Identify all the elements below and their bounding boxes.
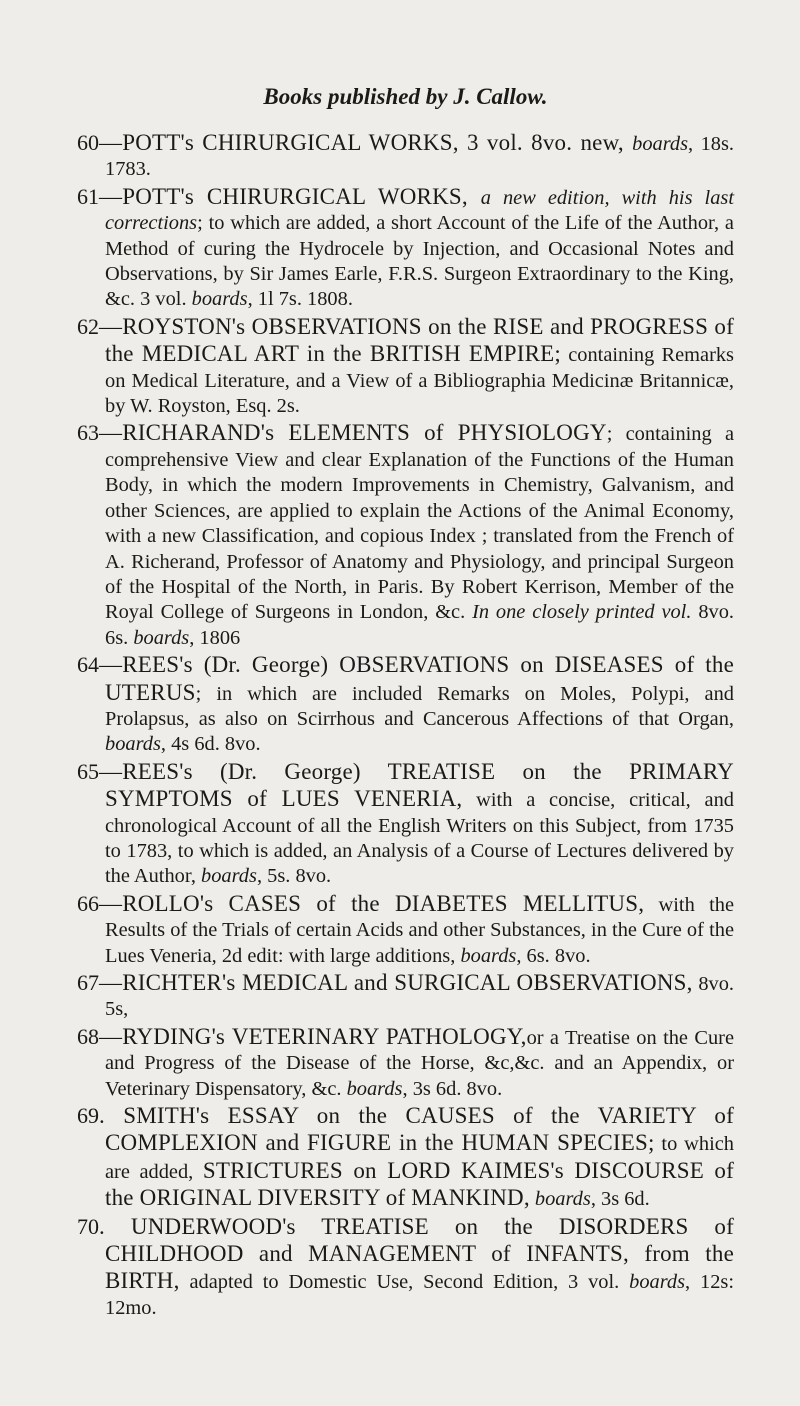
entry-number: 61: [77, 183, 99, 209]
entry-text: to which are added,: [105, 1133, 734, 1183]
entry-text: ; in which are included Remarks on Moles, Polypi, and Prolapsus, as also on Scirrhous and Cancerous Affections of that Organ,: [105, 682, 734, 730]
catalogue-entry: [77, 184, 734, 313]
entry-title: —POTT's CHIRURGICAL WORKS, 3 vol. 8vo. new,: [99, 130, 633, 155]
entry-text: , 12s: 12mo.: [105, 1271, 735, 1319]
entry-text: , 4s 6d. 8vo.: [160, 733, 261, 756]
entry-italic-text: boards: [460, 944, 517, 967]
entry-title: —RICHTER's MEDICAL and SURGICAL OBSERVATIONS,: [99, 970, 693, 995]
catalogue-entry: [77, 759, 734, 890]
entry-number: 60: [77, 130, 99, 155]
catalogue-entries: [77, 130, 734, 1321]
entry-text: with the Results of the Trials of certain Acids and other Substances, in the Cure of the Lues Veneria, 2d edit: with large additions,: [105, 893, 735, 967]
entry-number: 67: [77, 970, 99, 995]
entry-title: . SMITH's ESSAY on the CAUSES of the VARIETY of COMPLEXION and FIGURE in the HUMAN SPECIES;: [99, 1103, 734, 1156]
entry-text: or a Treatise on the Cure and Progress of the Disease of the Horse, &c,&c. and an Appendix, or Veterinary Dispensatory, &c.: [105, 1026, 734, 1100]
entry-title: —POTT's CHIRURGICAL WORKS,: [99, 183, 481, 209]
entry-number: 64: [77, 652, 99, 678]
entry-text: , 1806: [189, 626, 241, 649]
entry-text: containing Remarks on Medical Literature, and a View of a Bibliographia Medicinæ Britannicæ, by W. Royston, Esq. 2s.: [105, 344, 734, 418]
entry-title: —REES's (Dr. George) OBSERVATIONS on DISEASES of the UTERUS: [99, 652, 734, 705]
running-head: Books published by J. Callow.: [263, 84, 548, 109]
entry-italic-text: boards: [346, 1077, 403, 1100]
catalogue-entry: [77, 130, 734, 183]
catalogue-entry: [77, 314, 734, 420]
entry-text: adapted to Domestic Use, Second Edition, 3 vol.: [179, 1271, 630, 1294]
entry-number: 65: [77, 758, 99, 784]
entry-text: 8vo. 5s,: [105, 973, 735, 1021]
entry-title: STRICTURES on LORD KAIMES's DISCOURSE of the ORIGINAL DIVERSITY of MANKIND,: [105, 1157, 734, 1211]
entry-title: . UNDERWOOD's TREATISE on the DISORDERS of CHILDHOOD and MANAGEMENT of INFANTS, from the BIRTH,: [99, 1213, 734, 1294]
entry-number: 70: [77, 1213, 99, 1239]
entry-title: —ROLLO's CASES of the DIABETES MELLITUS,: [99, 890, 645, 916]
catalogue-entry: [77, 1103, 734, 1213]
entry-text: ; to which are added, a short Account of the Life of the Author, a Method of curing the Hydrocele by Injection, and Occasional Notes and Observations, by Sir James Earle, F.R.S. Surgeon Extraordinary to the King, &c. 3 vol.: [105, 212, 734, 311]
entry-text: , 5s. 8vo.: [256, 865, 332, 888]
entry-text: , 3s 6d. 8vo.: [402, 1077, 503, 1100]
catalogue-entry: [77, 420, 734, 651]
entry-text: , 1l 7s. 1808.: [247, 288, 353, 311]
entry-italic-text: a new edition, with his last corrections: [105, 186, 734, 235]
entry-text: , 6s. 8vo.: [516, 944, 591, 967]
entry-number: 66: [77, 890, 99, 916]
entry-title: —RYDING's VETERINARY PATHOLOGY,: [99, 1023, 527, 1049]
entry-italic-text: boards: [629, 1271, 686, 1294]
entry-title: —ROYSTON's OBSERVATIONS on the RISE and PROGRESS of the MEDICAL ART in the BRITISH EMPIRE;: [99, 313, 734, 367]
entry-number: 69: [77, 1103, 99, 1129]
entry-text: , 18s. 1783.: [105, 133, 734, 181]
catalogue-entry: [77, 891, 734, 969]
catalogue-entry: [77, 1024, 734, 1102]
entry-text: with a concise, critical, and chronological Account of all the English Writers on this Subject, from 1735 to 1783, to which is added, an Analysis of a Course of Lectures delivered by the Author,: [105, 789, 734, 888]
entry-title: —RICHARAND's ELEMENTS of PHYSIOLOGY: [99, 420, 607, 446]
entry-number: 68: [77, 1023, 99, 1049]
entry-text: , 3s 6d.: [590, 1188, 650, 1211]
entry-italic-text: boards: [534, 1188, 591, 1211]
entry-number: 63: [77, 420, 99, 446]
entry-italic-text: boards: [191, 288, 248, 311]
catalogue-entry: [77, 970, 734, 1023]
catalogue-entry: [77, 652, 734, 758]
entry-text: 8vo. 6s.: [105, 601, 734, 649]
entry-title: —REES's (Dr. George) TREATISE on the PRIMARY SYMPTOMS of LUES VENERIA,: [99, 758, 734, 812]
entry-italic-text: boards: [632, 133, 689, 155]
catalogue-entry: [77, 1214, 734, 1322]
entry-text: ; containing a comprehensive View and clear Explanation of the Functions of the Human Body, in which the modern Improvements in Chemistry, Galvanism, and other Sciences, are applied to explain the Actions of the Animal Economy, with a new Classification, and copious Index ; translated from the French of A. Richerand, Professor of Anatomy and Physiology, and principal Surgeon of the Hospital of the North, in Paris. By Robert Kerrison, Member of the Royal College of Surgeons in London, &c.: [105, 423, 734, 624]
entry-number: 62: [77, 313, 99, 339]
entry-italic-text: boards: [133, 626, 190, 649]
entry-italic-text: boards: [105, 733, 161, 756]
entry-italic-text: In one closely printed vol.: [472, 601, 692, 624]
entry-italic-text: boards: [201, 865, 257, 888]
